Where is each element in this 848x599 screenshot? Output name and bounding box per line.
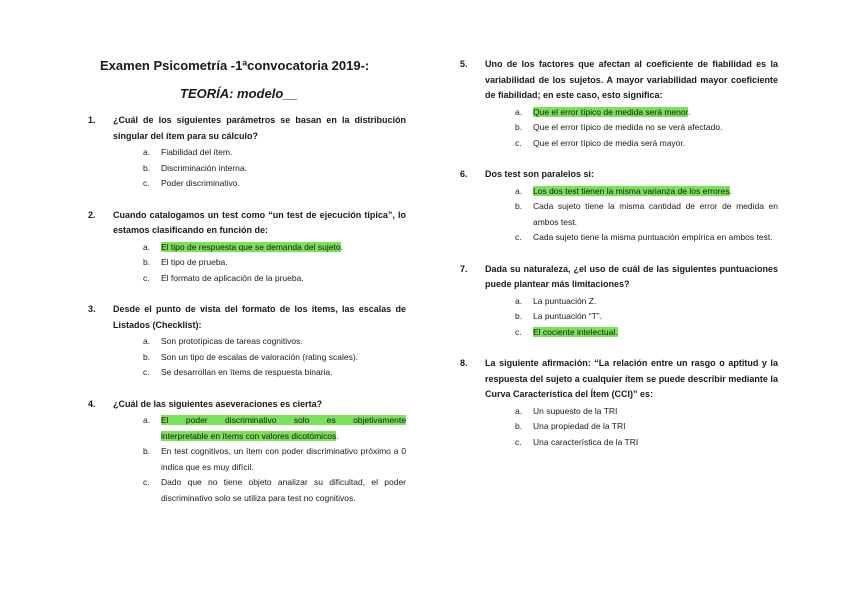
option-text: El tipo de prueba. xyxy=(161,257,228,267)
option-text: Un supuesto de la TRI xyxy=(533,405,618,416)
option-letter: c. xyxy=(143,477,150,487)
question-text: ¿Cuál de los siguientes parámetros se basan en la distribución singular del ítem para su cálculo? xyxy=(113,115,406,141)
option-b xyxy=(143,350,406,366)
option-text: Fiabilidad del ítem. xyxy=(161,147,233,157)
option-b xyxy=(143,255,406,271)
option-letter: a. xyxy=(515,185,523,196)
option-list xyxy=(485,184,778,246)
option-letter: b. xyxy=(515,311,523,321)
question-number: 2. xyxy=(88,209,96,220)
option-text: La puntuación Z. xyxy=(533,295,597,306)
option-suffix: . xyxy=(336,430,339,441)
option-letter: a. xyxy=(515,106,523,117)
option-a xyxy=(515,294,778,310)
option-b xyxy=(143,161,406,177)
option-text: Dado que no tiene objeto analizar su dificultad, el poder discriminativo solo se utiliza para test no cognitivos. xyxy=(161,477,406,503)
option-letter: a. xyxy=(143,147,151,157)
question-text: La siguiente afirmación: “La relación entre un rasgo o aptitud y la respuesta del sujeto a cualquier ítem se puede describir mediante la Curva Característica del Ítem (CCI)” es: xyxy=(485,358,778,399)
highlighted-answer-line-1: El poder discriminativo solo es objetivamente xyxy=(161,415,406,425)
option-letter: b. xyxy=(143,351,151,362)
question-number: 7. xyxy=(460,263,468,274)
option-c xyxy=(515,435,778,451)
question-number: 1. xyxy=(88,115,96,125)
option-text: Que el error típico de media será mayor. xyxy=(533,137,686,148)
highlighted-answer: Que el error típico de medida será menor xyxy=(533,106,688,117)
question-number: 8. xyxy=(460,358,468,368)
question-number: 3. xyxy=(88,304,96,314)
highlighted-answer: El tipo de respuesta que se demanda del sujeto xyxy=(161,241,341,252)
option-a xyxy=(143,334,406,350)
question-1 xyxy=(88,113,406,192)
option-b xyxy=(515,419,778,435)
option-text: Una característica de la TRI xyxy=(533,436,639,447)
option-text: Una propiedad de la TRI xyxy=(533,421,626,431)
option-suffix: . xyxy=(687,106,691,117)
option-a xyxy=(143,145,406,161)
question-text: Dada su naturaleza, ¿el uso de cuál de las siguientes puntuaciones puede plantear más limitaciones? xyxy=(485,263,778,289)
question-3 xyxy=(88,302,406,381)
option-letter: a. xyxy=(143,241,151,252)
option-text: Se desarrollan en ítems de respuesta binaria. xyxy=(161,367,333,377)
option-text: La puntuación “T”. xyxy=(533,311,602,321)
option-a xyxy=(143,413,406,444)
option-b xyxy=(515,199,778,230)
option-a xyxy=(143,240,406,256)
option-c xyxy=(143,475,406,506)
option-text: Cada sujeto tiene la misma cantidad de error de medida en ambos test. xyxy=(533,201,778,227)
option-letter: c. xyxy=(515,436,522,447)
option-letter: b. xyxy=(515,122,523,132)
option-letter: b. xyxy=(143,446,151,456)
option-a xyxy=(515,105,778,121)
option-letter: a. xyxy=(143,415,151,425)
option-letter: b. xyxy=(515,201,523,211)
option-a xyxy=(515,184,778,200)
option-letter: b. xyxy=(515,421,523,431)
option-text: Son prototípicas de tareas cognitivos. xyxy=(161,336,303,346)
option-letter: c. xyxy=(515,326,522,337)
option-b xyxy=(143,444,406,475)
option-c xyxy=(143,271,406,287)
question-5 xyxy=(460,57,778,151)
question-text: Desde el punto de vista del formato de los ítems, las escalas de Listados (Checklist): xyxy=(113,304,406,330)
highlighted-answer: Los dos test tienen la misma varianza de los errores xyxy=(533,185,730,196)
question-text: Dos test son paralelos si: xyxy=(485,169,595,179)
left-column xyxy=(88,113,406,522)
option-list xyxy=(485,404,778,451)
option-list xyxy=(113,240,406,287)
question-text: Uno de los factores que afectan al coeficiente de fiabilidad es la variabilidad de los sujetos. A mayor variabilidad mayor coeficiente de fiabilidad; en este caso, esto significa: xyxy=(485,59,778,100)
option-letter: c. xyxy=(143,178,150,188)
right-column xyxy=(460,57,778,466)
highlighted-answer: El cociente intelectual. xyxy=(533,326,618,337)
option-letter: c. xyxy=(515,232,522,242)
option-list xyxy=(485,294,778,341)
option-list xyxy=(113,334,406,381)
question-number: 6. xyxy=(460,169,468,179)
question-6 xyxy=(460,167,778,246)
question-2 xyxy=(88,208,406,287)
option-b xyxy=(515,309,778,325)
option-text: Poder discriminativo. xyxy=(161,178,240,188)
option-letter: a. xyxy=(143,336,151,346)
question-text: Cuando catalogamos un test como “un test de ejecución típica”, lo estamos clasificando en función de: xyxy=(113,209,406,235)
option-text: Discriminación interna. xyxy=(161,162,247,173)
option-b xyxy=(515,120,778,136)
option-list xyxy=(113,145,406,192)
option-c xyxy=(143,176,406,192)
option-letter: c. xyxy=(143,272,150,283)
question-number: 4. xyxy=(88,398,96,409)
exam-subtitle: TEORÍA: modelo__ xyxy=(180,86,298,101)
option-letter: c. xyxy=(515,137,522,148)
question-4 xyxy=(88,397,406,507)
option-text: En test cognitivos, un ítem con poder discriminativo próximo a 0 indica que es muy difícil. xyxy=(161,446,406,472)
option-c xyxy=(515,230,778,246)
highlighted-answer-line-2: interpretable en ítems con valores dicotómicos xyxy=(161,430,337,441)
option-suffix: . xyxy=(340,241,343,252)
option-suffix: . xyxy=(729,185,732,196)
option-text: Cada sujeto tiene la misma puntuación empírica en ambos test. xyxy=(533,232,773,242)
question-number: 5. xyxy=(460,59,468,69)
option-letter: b. xyxy=(143,257,151,267)
option-letter: a. xyxy=(515,295,523,306)
option-text: El formato de aplicación de la prueba. xyxy=(161,272,304,283)
question-text: ¿Cuál de las siguientes aseveraciones es cierta? xyxy=(113,398,323,409)
option-text: Que el error típico de medida no se verá afectado. xyxy=(533,122,723,132)
option-a xyxy=(515,404,778,420)
option-list xyxy=(485,105,778,152)
option-c xyxy=(515,325,778,341)
option-text: Son un tipo de escalas de valoración (rating scales). xyxy=(161,351,359,362)
option-letter: c. xyxy=(143,367,150,377)
option-c xyxy=(515,136,778,152)
exam-title: Examen Psicometría -1ªconvocatoria 2019-: xyxy=(100,58,370,73)
option-letter: b. xyxy=(143,162,151,173)
option-list xyxy=(113,413,406,506)
option-letter: a. xyxy=(515,405,523,416)
option-c xyxy=(143,365,406,381)
question-8 xyxy=(460,356,778,450)
question-7 xyxy=(460,262,778,341)
